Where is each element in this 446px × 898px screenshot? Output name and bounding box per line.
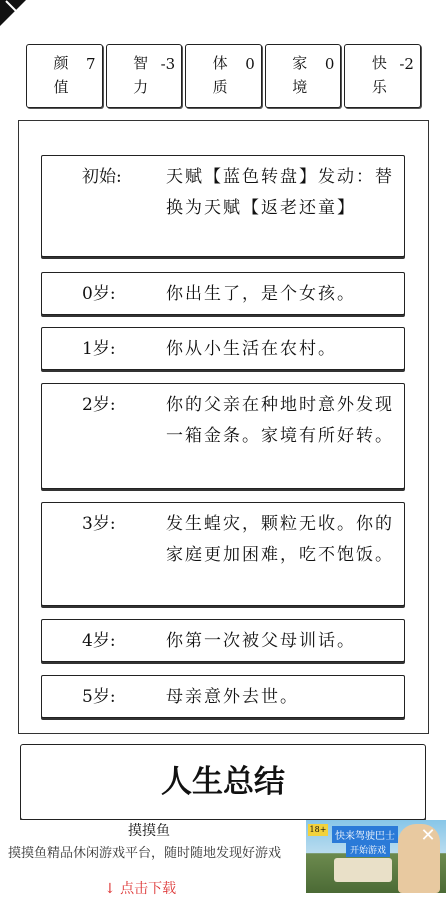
log-text: 你的父亲在种地时意外发现一箱金条。家境有所好转。 (166, 395, 394, 446)
close-icon[interactable]: ✕ (420, 825, 436, 846)
log-text: 天赋【蓝色转盘】发动：替换为天赋【返老还童】 (166, 167, 394, 218)
stat-family-wealth (265, 44, 342, 108)
log-age: 4岁: (82, 631, 116, 651)
back-corner-icon[interactable] (0, 0, 26, 26)
stat-label: 颜值 (53, 54, 69, 96)
stat-value: 0 (324, 55, 335, 73)
stat-value: -2 (399, 55, 414, 73)
log-age: 0岁: (82, 284, 116, 304)
log-age: 2岁: (82, 395, 116, 415)
log-age: 1岁: (82, 339, 116, 359)
log-entry (41, 155, 405, 257)
stat-value: 0 (245, 55, 255, 73)
life-summary-button[interactable]: 人生总结 (20, 744, 426, 820)
stat-label: 快乐 (371, 54, 387, 96)
log-text: 母亲意外去世。 (166, 687, 299, 707)
stat-label: 家境 (292, 54, 308, 96)
log-text: 发生蝗灾，颗粒无收。你的家庭更加困难，吃不饱饭。 (166, 514, 394, 565)
log-entry (41, 502, 405, 606)
log-entry (41, 327, 405, 370)
ad-banner[interactable] (0, 820, 446, 897)
stat-value: -3 (160, 55, 176, 73)
ad-description: 摸摸鱼精品休闲游戏平台，随时随地发现好游戏 (8, 846, 282, 861)
ad-headline: 快来驾驶巴士 (332, 826, 398, 843)
ad-start-button[interactable]: 开始游戏 (346, 842, 390, 857)
stats-bar (26, 44, 421, 108)
stat-happiness (344, 44, 421, 108)
stat-intelligence (106, 44, 183, 108)
stat-value: 7 (86, 55, 96, 73)
log-age: 3岁: (82, 514, 116, 534)
bus-illustration (334, 858, 392, 882)
ad-title: 摸摸鱼 (128, 823, 170, 839)
age-rating-badge: 18+ (309, 825, 327, 834)
log-entry (41, 272, 405, 315)
stat-appearance (26, 44, 103, 108)
log-text: 你第一次被父母训话。 (166, 631, 356, 651)
log-entry (41, 383, 405, 489)
ad-image[interactable] (306, 820, 446, 893)
stat-constitution (185, 44, 262, 108)
stat-label: 体质 (212, 54, 228, 96)
log-text: 你出生了，是个女孩。 (166, 284, 356, 304)
stat-label: 智力 (133, 54, 149, 96)
log-text: 你从小生活在农村。 (166, 339, 337, 359)
log-age: 初始: (82, 167, 122, 187)
log-entry (41, 675, 405, 718)
ad-download-link[interactable]: ↓ 点击下载 (104, 881, 177, 897)
log-age: 5岁: (82, 687, 116, 707)
life-log[interactable] (18, 120, 429, 734)
log-entry (41, 619, 405, 662)
